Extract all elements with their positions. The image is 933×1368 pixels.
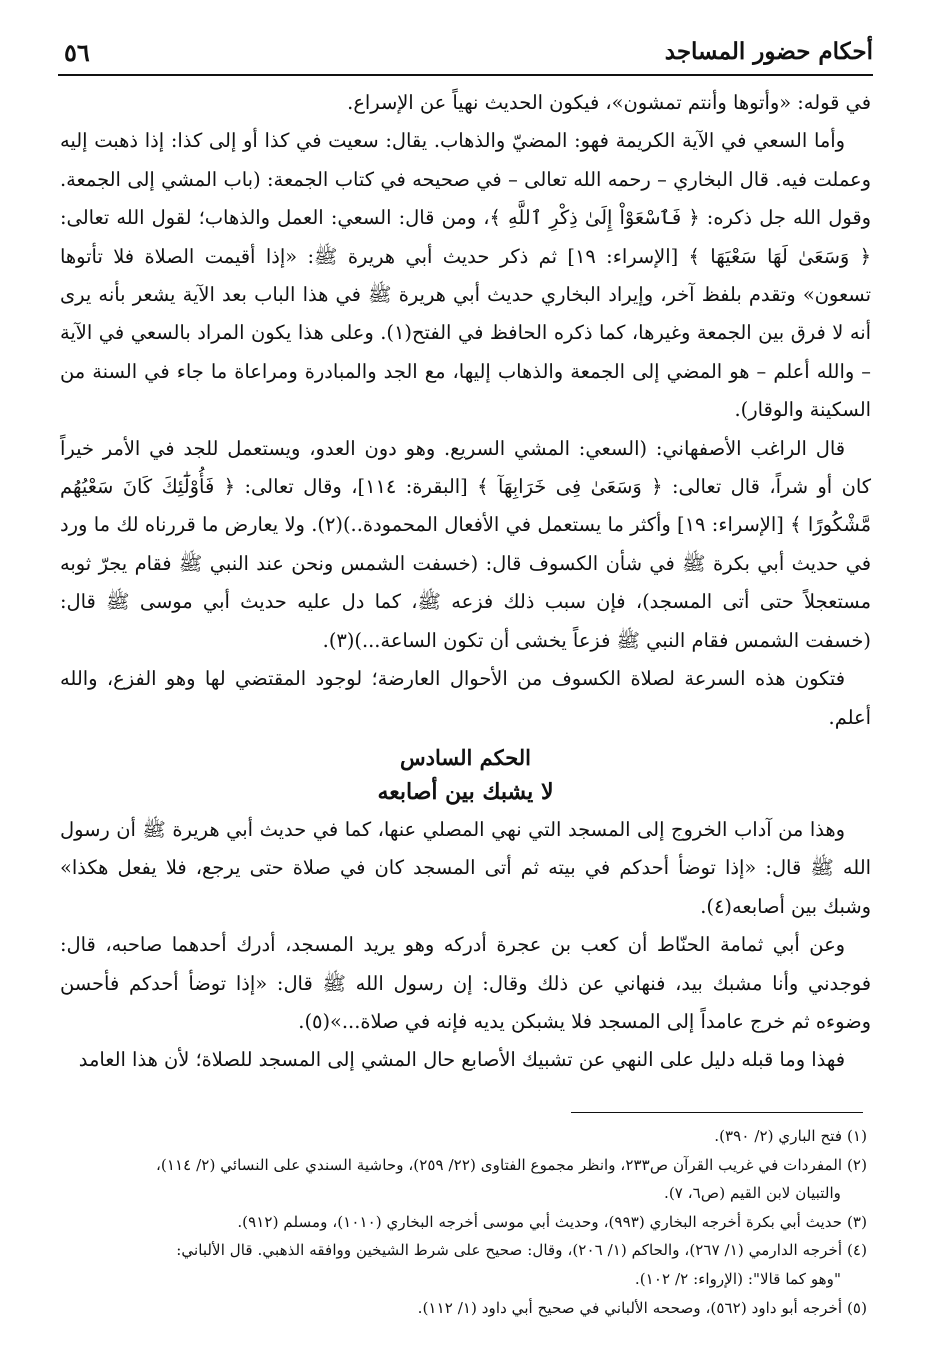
running-header [58,34,873,76]
footnote-5: (٥) أخرجه أبو داود (٥٦٢)، وصححه الألباني في صحيح أبي داود (١/ ١١٢). [417,1298,867,1317]
footnote-3: (٣) حديث أبي بكرة أخرجه البخاري (٩٩٣)، وحديث أبي موسى أخرجه البخاري (١٠١٠)، ومسلم (٩١٢). [237,1212,867,1231]
paragraph-7: فهذا وما قبله دليل على النهي عن تشبيك الأصابع حال المشي إلى المسجد للصلاة؛ لأن هذا العامد [78,1048,845,1072]
footnote-2-continued: والتبيان لابن القيم (ص٦، ٧). [664,1184,841,1203]
footnote-4-continued: "وهو كما قالا": (الإرواء: ٢/ ١٠٢). [634,1269,841,1288]
footnote-4: (٤) أخرجه الدارمي (١/ ٢٦٧)، والحاكم (١/ ٢٠٦)، وقال: صحيح على شرط الشيخين ووافقه الذهبي. قال الألباني: [176,1241,867,1260]
footnote-1: (١) فتح الباري (٢/ ٣٩٠). [714,1127,867,1145]
paragraph-5: وهذا من آداب الخروج إلى المسجد التي نهي المصلي عنها، كما في حديث أبي هريرة ﷺ أن رسول الله ﷺ قال: «إذا توضأ أحدكم في بيته ثم أتى المسجد كان في صلاة حتى يرجع، فلا يفعل هكذا» وشبك بين أصابعه(٤). [60,817,871,918]
footnote-2: (٢) المفردات في غريب القرآن ص٢٣٣، وانظر مجموع الفتاوى (٢٢/ ٢٥٩)، وحاشية السندي على النسائي (٢/ ١١٤)، [156,1155,867,1174]
footnote-separator [571,1112,863,1113]
header-title: أحكام حضور المساجد [664,38,873,65]
section-heading: الحكم السادس [399,744,532,770]
section-heading-block [60,741,871,809]
footnotes [62,1122,867,1322]
paragraph-6: وعن أبي ثمامة الحنّاط أن كعب بن عجرة أدركه وهو يريد المسجد، أدرك أحدهما صاحبه، قال: فوجدني وأنا مشبك بيد، فنهاني عن ذلك وقال: إن رسول الله ﷺ قال: «إذا توضأ أحدكم فأحسن وضوءه ثم خرج عامداً إلى المسجد فلا يشبكن يديه فإنه في صلاة...»(٥). [60,933,871,1033]
paragraph-2: وأما السعي في الآية الكريمة فهو: المضيّ والذهاب. يقال: سعيت في كذا أو إلى كذا: إذا ذهبت إليه وعملت فيه. قال البخاري – رحمه الله تعالى – في صحيحه في كتاب الجمعة: (باب المشي إلى الجمعة. وقول الله جل ذكره: ﴿ فَٱسْعَوْاْ إِلَىٰ ذِكْرِ ٱللَّهِ ﴾، ومن قال: السعي: العمل والذهاب؛ لقول الله تعالى: ﴿ وَسَعَىٰ لَهَا سَعْيَهَا ﴾ [الإسراء: ١٩] ثم ذكر حديث أبي هريرة ﷺ: «إذا أقيمت الصلاة فلا تأتوها تسعون» وتقدم بلفظ آخر، وإيراد البخاري حديث أبي هريرة ﷺ في هذا الباب بعد الآية يشعر بأنه يرى أنه لا فرق بين الجمعة وغيرها، كما ذكره الحافظ في الفتح(١). وعلى هذا يكون المراد بالسعي في الآية – والله أعلم – هو المضي إلى الجمعة والذهاب إليها، مع الجد والمبادرة ومراعاة ما جاء في السنة من السكينة والوقار). [60,129,872,422]
paragraph-1: في قوله: «وأتوها وأنتم تمشون»، فيكون الحديث نهياً عن الإسراع. [347,91,871,114]
paragraph-4: فتكون هذه السرعة لصلاة الكسوف من الأحوال العارضة؛ لوجود المقتضي لها وهو الفزع، والله أعلم. [60,667,871,729]
main-text [60,84,871,1080]
page-number: ٥٦ [64,38,90,67]
paragraph-3: قال الراغب الأصفهاني: (السعي: المشي السريع. وهو دون العدو، ويستعمل للجد في الأمر خيراً كان أو شراً، قال تعالى: ﴿ وَسَعَىٰ فِى خَرَابِهَآ ﴾ [البقرة: ١١٤]، وقال تعالى: ﴿ فَأُوْلَٰٓئِكَ كَانَ سَعْيُهُم مَّشْكُورًا ﴾ [الإسراء: ١٩] وأكثر ما يستعمل في الأفعال المحمودة..)(٢). ولا يعارض ما قررناه لك ما ورد في حديث أبي بكرة ﷺ في شأن الكسوف قال: (خسفت الشمس ونحن عند النبي ﷺ فقام يجرّ ثوبه مستعجلاً حتى أتى المسجد)، فإن سبب ذلك فزعه ﷺ، كما دل عليه حديث أبي موسى ﷺ قال: (خسفت الشمس فقام النبي ﷺ فزعاً يخشى أن تكون الساعة...)(٣). [60,436,871,652]
section-subheading: لا يشبك بين أصابعه [377,778,554,805]
